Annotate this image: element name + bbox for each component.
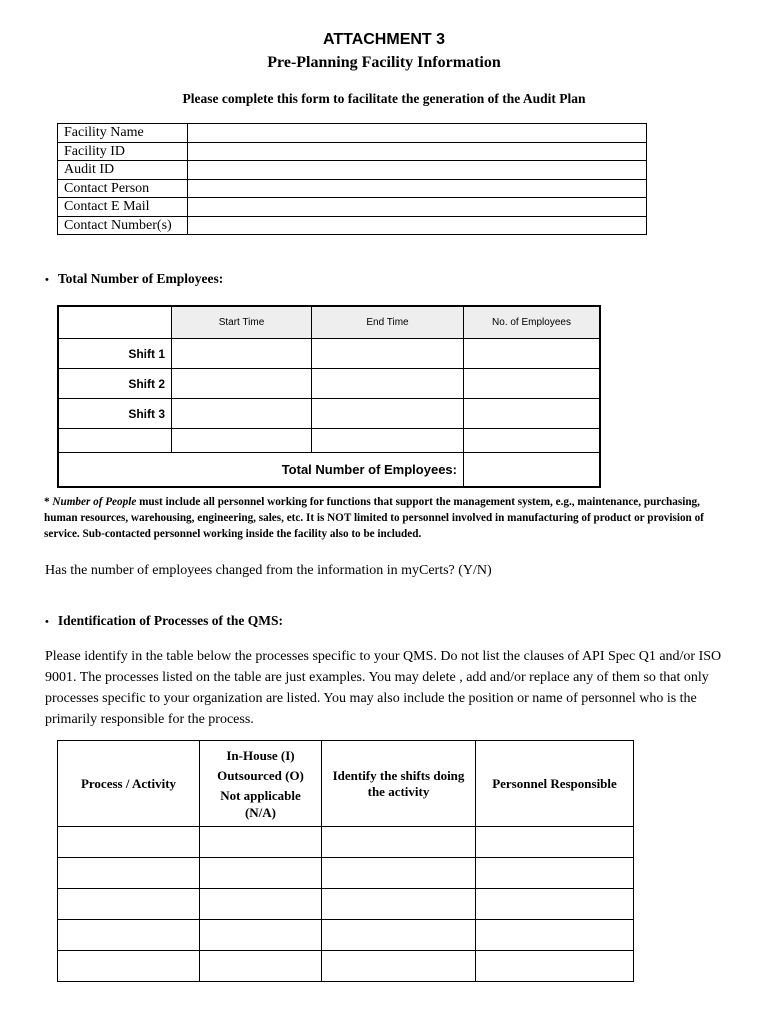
process-row bbox=[58, 889, 634, 920]
facility-id-field[interactable] bbox=[188, 142, 647, 161]
personnel-cell[interactable] bbox=[476, 827, 634, 858]
facility-name-label: Facility Name bbox=[58, 124, 188, 143]
employees-count-cell[interactable] bbox=[464, 339, 601, 369]
page-title: Pre-Planning Facility Information bbox=[267, 54, 501, 71]
facility-row bbox=[58, 124, 647, 143]
contact-email-label: Contact E Mail bbox=[58, 198, 188, 217]
process-cell[interactable] bbox=[58, 951, 200, 982]
process-cell[interactable] bbox=[58, 858, 200, 889]
processes-heading bbox=[45, 613, 283, 629]
outsourced-label: Outsourced (O) bbox=[217, 767, 304, 783]
inhouse-cell[interactable] bbox=[200, 858, 322, 889]
note-emphasis: Number of People bbox=[52, 496, 137, 508]
facility-row bbox=[58, 198, 647, 217]
total-employees-row bbox=[58, 453, 600, 488]
shift-row bbox=[58, 429, 600, 453]
shifts-cell[interactable] bbox=[322, 920, 476, 951]
start-time-header: Start Time bbox=[172, 306, 312, 339]
end-time-cell[interactable] bbox=[312, 339, 464, 369]
inhouse-outsourced-header bbox=[200, 741, 322, 827]
shift-row bbox=[58, 339, 600, 369]
process-cell[interactable] bbox=[58, 920, 200, 951]
contact-number-field[interactable] bbox=[188, 216, 647, 235]
processes-table bbox=[57, 740, 634, 982]
personnel-cell[interactable] bbox=[476, 951, 634, 982]
employees-count-cell[interactable] bbox=[464, 369, 601, 399]
contact-number-label: Contact Number(s) bbox=[58, 216, 188, 235]
shifts-cell[interactable] bbox=[322, 889, 476, 920]
shift-label: Shift 1 bbox=[58, 339, 172, 369]
shift-label: Shift 3 bbox=[58, 399, 172, 429]
processes-instructions: Please identify in the table below the processes specific to your QMS. Do not list the clauses of API Spec Q1 and/or ISO 9001. The processes listed on the table are just examples. You may delete , add and/or replace any of them so that only processes specific to your organization are listed. You may also include the position or name of personnel who is the primarily responsible for the process. bbox=[45, 649, 722, 727]
process-row bbox=[58, 920, 634, 951]
end-time-cell[interactable] bbox=[312, 399, 464, 429]
shift-label bbox=[58, 429, 172, 453]
process-cell[interactable] bbox=[58, 827, 200, 858]
facility-row bbox=[58, 142, 647, 161]
attachment-heading: ATTACHMENT 3 bbox=[322, 31, 446, 48]
shifts-cell[interactable] bbox=[322, 827, 476, 858]
facility-info-table bbox=[57, 123, 647, 235]
inhouse-cell[interactable] bbox=[200, 920, 322, 951]
inhouse-cell[interactable] bbox=[200, 889, 322, 920]
start-time-cell[interactable] bbox=[172, 429, 312, 453]
end-time-cell[interactable] bbox=[312, 369, 464, 399]
inhouse-cell[interactable] bbox=[200, 827, 322, 858]
facility-row bbox=[58, 216, 647, 235]
shift-row bbox=[58, 399, 600, 429]
contact-person-field[interactable] bbox=[188, 179, 647, 198]
facility-name-field[interactable] bbox=[188, 124, 647, 143]
note-text: must include all personnel working for functions that support the management system, e.g., maintenance, purchasing, human resources, warehousing, engineering, sales, etc. It is NOT limited to personnel involved in manufacturing of product or provision of service. Sub-contacted personnel working inside the facility also to be included. bbox=[44, 496, 704, 540]
process-row bbox=[58, 951, 634, 982]
start-time-cell[interactable] bbox=[172, 369, 312, 399]
shifts-header: Identify the shifts doing the activity bbox=[322, 741, 476, 827]
processes-header-row bbox=[58, 741, 634, 827]
note-prefix: * bbox=[44, 496, 53, 508]
inhouse-label: In-House (I) bbox=[226, 747, 295, 763]
bullet-icon: • bbox=[45, 274, 49, 286]
facility-row bbox=[58, 179, 647, 198]
start-time-cell[interactable] bbox=[172, 339, 312, 369]
end-time-cell[interactable] bbox=[312, 429, 464, 453]
process-activity-header: Process / Activity bbox=[58, 741, 200, 827]
personnel-cell[interactable] bbox=[476, 889, 634, 920]
start-time-cell[interactable] bbox=[172, 399, 312, 429]
processes-heading-text: Identification of Processes of the QMS: bbox=[57, 613, 283, 628]
no-of-employees-header: No. of Employees bbox=[464, 306, 601, 339]
not-applicable-label: Not applicable (N/A) bbox=[220, 787, 301, 820]
employees-note bbox=[44, 494, 734, 542]
personnel-cell[interactable] bbox=[476, 920, 634, 951]
personnel-cell[interactable] bbox=[476, 858, 634, 889]
contact-person-label: Contact Person bbox=[58, 179, 188, 198]
facility-id-label: Facility ID bbox=[58, 142, 188, 161]
employees-count-cell[interactable] bbox=[464, 429, 601, 453]
employees-count-cell[interactable] bbox=[464, 399, 601, 429]
total-employees-cell[interactable] bbox=[464, 453, 601, 488]
audit-id-field[interactable] bbox=[188, 161, 647, 180]
employees-heading-text: Total Number of Employees: bbox=[57, 271, 224, 286]
end-time-header: End Time bbox=[312, 306, 464, 339]
total-employees-label: Total Number of Employees: bbox=[58, 453, 464, 488]
shift-row bbox=[58, 369, 600, 399]
bullet-icon: • bbox=[45, 616, 49, 628]
employees-header-row bbox=[58, 306, 600, 339]
employees-changed-question: Has the number of employees changed from the information in myCerts? (Y/N) bbox=[45, 563, 492, 578]
personnel-responsible-header: Personnel Responsible bbox=[476, 741, 634, 827]
process-row bbox=[58, 827, 634, 858]
employees-heading bbox=[45, 271, 223, 287]
audit-id-label: Audit ID bbox=[58, 161, 188, 180]
form-instruction: Please complete this form to facilitate the generation of the Audit Plan bbox=[182, 91, 586, 106]
shifts-cell[interactable] bbox=[322, 858, 476, 889]
shift-label: Shift 2 bbox=[58, 369, 172, 399]
inhouse-cell[interactable] bbox=[200, 951, 322, 982]
process-row bbox=[58, 858, 634, 889]
employees-table bbox=[57, 305, 601, 488]
shifts-cell[interactable] bbox=[322, 951, 476, 982]
process-cell[interactable] bbox=[58, 889, 200, 920]
facility-row bbox=[58, 161, 647, 180]
contact-email-field[interactable] bbox=[188, 198, 647, 217]
employees-header-blank bbox=[58, 306, 172, 339]
